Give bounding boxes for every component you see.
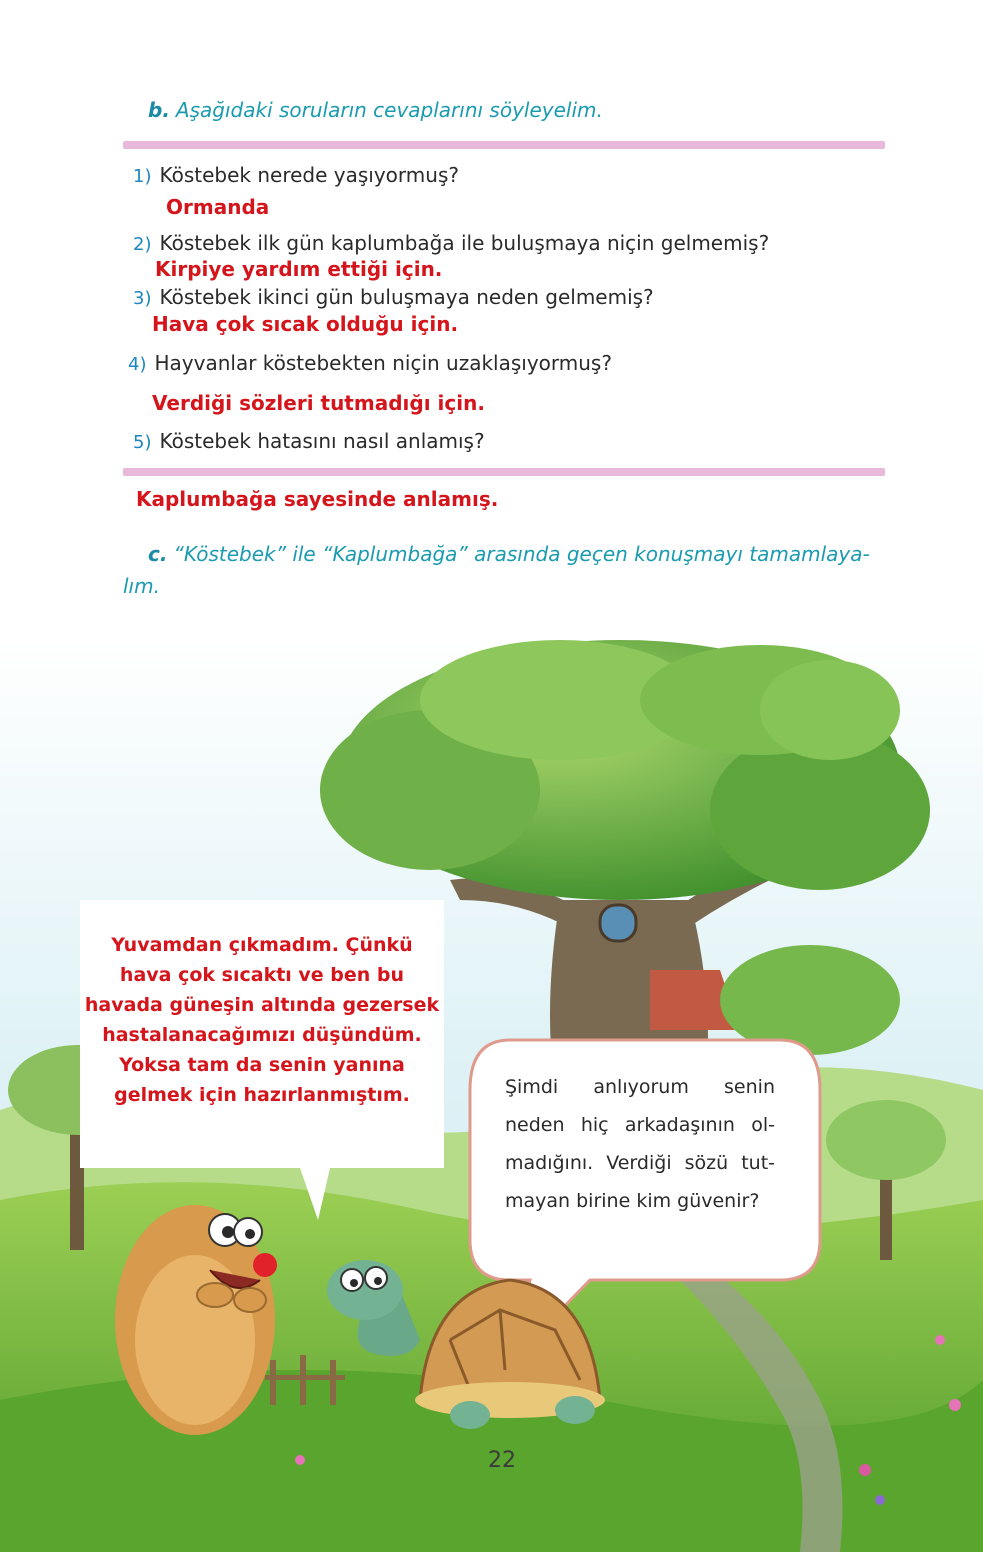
question-number: 1)	[133, 166, 152, 187]
turtle-line: madığını. Verdiği sözü tut-	[505, 1152, 775, 1174]
section-b-heading	[148, 98, 603, 122]
question-number: 4)	[128, 354, 147, 375]
question-text: Köstebek ilk gün kaplumbağa ile buluşmaya niçin gelmemiş?	[159, 231, 770, 255]
tree-window	[600, 905, 636, 941]
question-text: Köstebek hatasını nasıl anlamış?	[159, 429, 485, 453]
question-5	[133, 429, 485, 453]
answer-2: Kirpiye yardım ettiği için.	[155, 257, 443, 281]
page-number: 22	[488, 1448, 516, 1473]
turtle-line: neden hiç arkadaşının ol-	[505, 1114, 775, 1136]
section-c-letter: c.	[148, 542, 168, 566]
mole-line: Yoksa tam da senin yanına	[119, 1054, 405, 1076]
question-4	[128, 351, 612, 375]
mole-line: hastalanacağımızı düşündüm.	[102, 1024, 422, 1046]
turtle-line: Şimdi anlıyorum senin	[505, 1076, 775, 1098]
top-divider	[123, 141, 885, 149]
section-b-title: Aşağıdaki soruların cevaplarını söyleyelim.	[175, 98, 603, 122]
section-c-line-2: lım.	[123, 574, 160, 598]
question-text: Hayvanlar köstebekten niçin uzaklaşıyormuş?	[154, 351, 612, 375]
mole-line: havada güneşin altında gezersek	[84, 994, 440, 1016]
answer-1: Ormanda	[166, 195, 270, 219]
section-c-line-1: “Köstebek” ile “Kaplumbağa” arasında geçen konuşmayı tamamlaya-	[173, 542, 870, 566]
answer-4: Verdiği sözleri tutmadığı için.	[152, 391, 485, 415]
question-number: 2)	[133, 234, 152, 255]
bottom-divider	[123, 468, 885, 476]
answer-3: Hava çok sıcak olduğu için.	[152, 312, 459, 336]
question-number: 3)	[133, 288, 152, 309]
question-1	[133, 163, 459, 187]
turtle-line: mayan birine kim güvenir?	[505, 1190, 760, 1212]
answer-5: Kaplumbağa sayesinde anlamış.	[136, 487, 499, 511]
mole-speech-text	[80, 930, 444, 1110]
question-number: 5)	[133, 432, 152, 453]
question-2	[133, 231, 769, 255]
section-c-heading	[148, 542, 870, 566]
question-3	[133, 285, 654, 309]
mole-line: gelmek için hazırlanmıştım.	[114, 1084, 410, 1106]
mole-line: Yuvamdan çıkmadım. Çünkü	[111, 934, 413, 956]
mole-line: hava çok sıcaktı ve ben bu	[119, 964, 405, 986]
section-b-letter: b.	[148, 98, 170, 122]
question-text: Köstebek nerede yaşıyormuş?	[159, 163, 459, 187]
question-text: Köstebek ikinci gün buluşmaya neden gelmemiş?	[159, 285, 654, 309]
turtle-speech-text	[505, 1068, 775, 1220]
